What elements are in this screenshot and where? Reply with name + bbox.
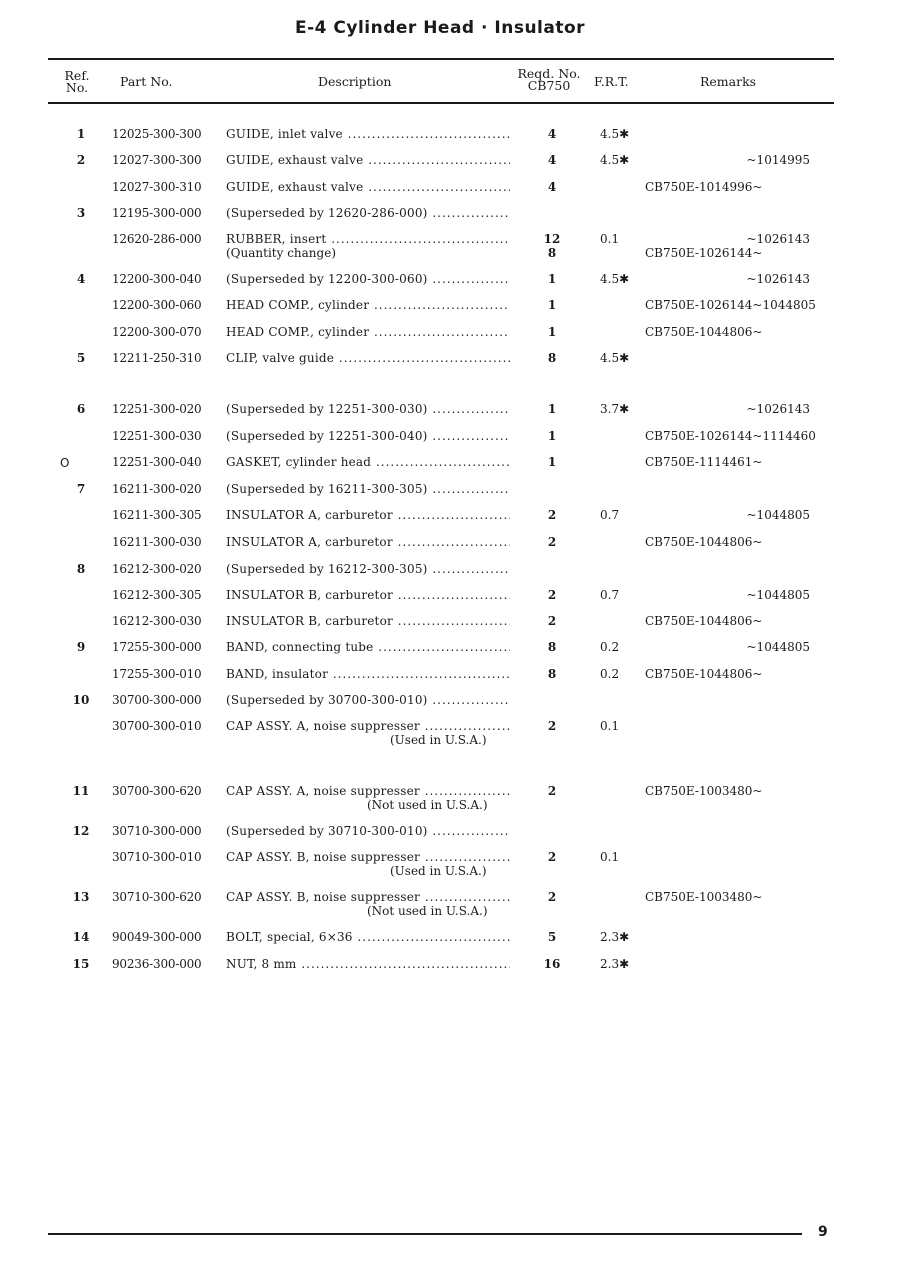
remark: ~1044805	[746, 508, 810, 522]
required-qty: 1	[547, 402, 557, 416]
header-ref-line2: No.	[65, 80, 89, 95]
frt-value: 2.3✱	[600, 930, 630, 944]
subline-used-usa: (Used in U.S.A.)	[390, 864, 487, 878]
table-row	[0, 509, 920, 535]
required-qty: 1	[547, 325, 557, 339]
table-row	[0, 352, 920, 378]
ref-number: 9	[76, 640, 86, 654]
table-row	[0, 958, 920, 984]
table-row	[0, 483, 920, 509]
remark: CB750E-1044806~	[645, 667, 763, 681]
required-qty: 4	[547, 180, 557, 194]
table-row	[0, 299, 920, 325]
description: CAP ASSY. A, noise suppresser .....	[226, 720, 510, 733]
subline-used-usa: (Used in U.S.A.)	[390, 733, 487, 747]
part-number: 12251-300-020	[112, 402, 202, 416]
ref-number: 15	[72, 957, 90, 971]
table-row	[0, 931, 920, 957]
frt-value: 3.7✱	[600, 402, 630, 416]
description: (Superseded by 12200-300-060) .....	[226, 273, 510, 286]
description: GASKET, cylinder head .....	[226, 456, 510, 469]
part-number: 30700-300-010	[112, 719, 202, 733]
part-number: 12025-300-300	[112, 127, 202, 141]
remark: CB750E-1114461~	[645, 455, 763, 469]
required-qty: 1	[547, 298, 557, 312]
part-number: 17255-300-000	[112, 640, 202, 654]
required-qty: 8	[547, 667, 557, 681]
description: BAND, insulator .....	[226, 668, 510, 681]
header-ref-line1: Ref.	[64, 68, 90, 83]
ref-number: 14	[72, 930, 90, 944]
remark: ~1014995	[746, 153, 810, 167]
description: INSULATOR A, carburetor .....	[226, 536, 510, 549]
part-number: 12027-300-300	[112, 153, 202, 167]
part-number: 12200-300-040	[112, 272, 202, 286]
required-qty: 2	[547, 535, 557, 549]
part-number: 30710-300-000	[112, 824, 202, 838]
description: INSULATOR B, carburetor .....	[226, 589, 510, 602]
description: (Superseded by 12620-286-000) .....	[226, 207, 510, 220]
table-row	[0, 641, 920, 667]
table-row	[0, 181, 920, 207]
gasket-marker: O	[60, 456, 70, 470]
remark: CB750E-1014996~	[645, 180, 763, 194]
ref-number: 8	[76, 562, 86, 576]
table-row	[0, 128, 920, 154]
description: (Superseded by 30710-300-010) .....	[226, 825, 510, 838]
remark: CB750E-1026144~1114460	[645, 429, 816, 443]
table-row	[0, 694, 920, 720]
page-number: 9	[818, 1224, 828, 1240]
ref-number: 4	[76, 272, 86, 286]
description: (Superseded by 16211-300-305) .....	[226, 483, 510, 496]
frt-value: 0.2	[600, 667, 620, 681]
required-qty: 2	[547, 588, 557, 602]
frt-value: 0.1	[600, 719, 620, 733]
description: NUT, 8 mm .....	[226, 958, 510, 971]
frt-value: 0.2	[600, 640, 620, 654]
subline-quantity-change: (Quantity change)	[226, 246, 337, 260]
ref-number: 10	[72, 693, 90, 707]
frt-value: 0.7	[600, 588, 620, 602]
part-number: 90049-300-000	[112, 930, 202, 944]
ref-number: 11	[72, 784, 90, 798]
part-number: 12027-300-310	[112, 180, 202, 194]
required-qty: 2	[547, 850, 557, 864]
required-qty: 5	[547, 930, 557, 944]
part-number: 12200-300-060	[112, 298, 202, 312]
description: INSULATOR B, carburetor .....	[226, 615, 510, 628]
description: CAP ASSY. B, noise suppresser .....	[226, 851, 510, 864]
required-qty: 1	[547, 272, 557, 286]
subline-not-used-usa: (Not used in U.S.A.)	[367, 798, 488, 812]
header-reqd	[514, 68, 584, 92]
description: HEAD COMP., cylinder .....	[226, 326, 510, 339]
table-row	[0, 430, 920, 456]
remark: CB750E-1044806~	[645, 614, 763, 628]
required-qty: 4	[547, 153, 557, 167]
table-row	[0, 403, 920, 429]
subline-quantity-change-qty: 8	[547, 246, 557, 260]
description: HEAD COMP., cylinder .....	[226, 299, 510, 312]
table-row	[0, 615, 920, 641]
description: GUIDE, exhaust valve .....	[226, 154, 510, 167]
ref-number: 5	[76, 351, 86, 365]
required-qty: 4	[547, 127, 557, 141]
frt-value: 4.5✱	[600, 272, 630, 286]
required-qty: 2	[547, 890, 557, 904]
part-number: 30710-300-010	[112, 850, 202, 864]
required-qty: 2	[547, 784, 557, 798]
required-qty: 12	[543, 232, 561, 246]
remark: ~1026143	[746, 272, 810, 286]
part-number: 90236-300-000	[112, 957, 202, 971]
ref-number: 7	[76, 482, 86, 496]
table-row	[0, 233, 920, 259]
ref-number: 2	[76, 153, 86, 167]
ref-number: 6	[76, 402, 86, 416]
table-row	[0, 456, 920, 482]
part-number: 30710-300-620	[112, 890, 202, 904]
ref-number: 13	[72, 890, 90, 904]
description: BAND, connecting tube .....	[226, 641, 510, 654]
part-number: 16212-300-030	[112, 614, 202, 628]
header-reqd-line2: CB750	[527, 78, 571, 93]
required-qty: 1	[547, 455, 557, 469]
remark: ~1026143	[746, 232, 810, 246]
frt-value: 0.7	[600, 508, 620, 522]
required-qty: 2	[547, 719, 557, 733]
frt-value: 4.5✱	[600, 153, 630, 167]
frt-value: 4.5✱	[600, 351, 630, 365]
table-row	[0, 536, 920, 562]
description: INSULATOR A, carburetor .....	[226, 509, 510, 522]
header-reqd-line1: Reqd. No.	[517, 66, 581, 81]
header-frt: F.R.T.	[594, 74, 629, 89]
description: (Superseded by 30700-300-010) .....	[226, 694, 510, 707]
table-row	[0, 563, 920, 589]
part-number: 16212-300-020	[112, 562, 202, 576]
table-row	[0, 589, 920, 615]
description: BOLT, special, 6×36 .....	[226, 931, 510, 944]
description: GUIDE, exhaust valve .....	[226, 181, 510, 194]
part-number: 12195-300-000	[112, 206, 202, 220]
header-ref	[60, 70, 94, 94]
frt-value: 2.3✱	[600, 957, 630, 971]
part-number: 16211-300-020	[112, 482, 202, 496]
table-row	[0, 326, 920, 352]
page-title: E-4 Cylinder Head · Insulator	[294, 18, 586, 38]
part-number: 16212-300-305	[112, 588, 202, 602]
description: CLIP, valve guide .....	[226, 352, 510, 365]
header-top-rule	[48, 58, 834, 60]
frt-value: 0.1	[600, 232, 620, 246]
remark: CB750E-1003480~	[645, 784, 763, 798]
table-row	[0, 825, 920, 851]
subline-quantity-change-remark: CB750E-1026144~	[645, 246, 763, 260]
description: CAP ASSY. A, noise suppresser .....	[226, 785, 510, 798]
description: CAP ASSY. B, noise suppresser .....	[226, 891, 510, 904]
description: GUIDE, inlet valve .....	[226, 128, 510, 141]
header-bottom-rule	[48, 102, 834, 104]
description: RUBBER, insert .....	[226, 233, 510, 246]
required-qty: 8	[547, 640, 557, 654]
part-number: 17255-300-010	[112, 667, 202, 681]
part-number: 12251-300-030	[112, 429, 202, 443]
description: (Superseded by 12251-300-040) .....	[226, 430, 510, 443]
frt-value: 0.1	[600, 850, 620, 864]
frt-value: 4.5✱	[600, 127, 630, 141]
part-number: 12251-300-040	[112, 455, 202, 469]
description: (Superseded by 16212-300-305) .....	[226, 563, 510, 576]
remark: ~1026143	[746, 402, 810, 416]
description: (Superseded by 12251-300-030) .....	[226, 403, 510, 416]
remark: ~1044805	[746, 588, 810, 602]
table-row	[0, 207, 920, 233]
table-row	[0, 154, 920, 180]
part-number: 16211-300-305	[112, 508, 202, 522]
required-qty: 1	[547, 429, 557, 443]
part-number: 30700-300-000	[112, 693, 202, 707]
part-number: 30700-300-620	[112, 784, 202, 798]
header-part: Part No.	[120, 74, 173, 89]
part-number: 12620-286-000	[112, 232, 202, 246]
required-qty: 8	[547, 351, 557, 365]
header-remarks: Remarks	[700, 74, 757, 89]
remark: CB750E-1026144~1044805	[645, 298, 816, 312]
remark: ~1044805	[746, 640, 810, 654]
required-qty: 2	[547, 614, 557, 628]
table-row	[0, 273, 920, 299]
table-row	[0, 668, 920, 694]
ref-number: 1	[76, 127, 86, 141]
ref-number: 3	[76, 206, 86, 220]
footer-rule	[48, 1233, 802, 1235]
part-number: 16211-300-030	[112, 535, 202, 549]
remark: CB750E-1044806~	[645, 535, 763, 549]
part-number: 12200-300-070	[112, 325, 202, 339]
part-number: 12211-250-310	[112, 351, 202, 365]
remark: CB750E-1003480~	[645, 890, 763, 904]
ref-number: 12	[72, 824, 90, 838]
remark: CB750E-1044806~	[645, 325, 763, 339]
subline-not-used-usa: (Not used in U.S.A.)	[367, 904, 488, 918]
required-qty: 16	[543, 957, 561, 971]
header-description: Description	[318, 74, 392, 89]
required-qty: 2	[547, 508, 557, 522]
